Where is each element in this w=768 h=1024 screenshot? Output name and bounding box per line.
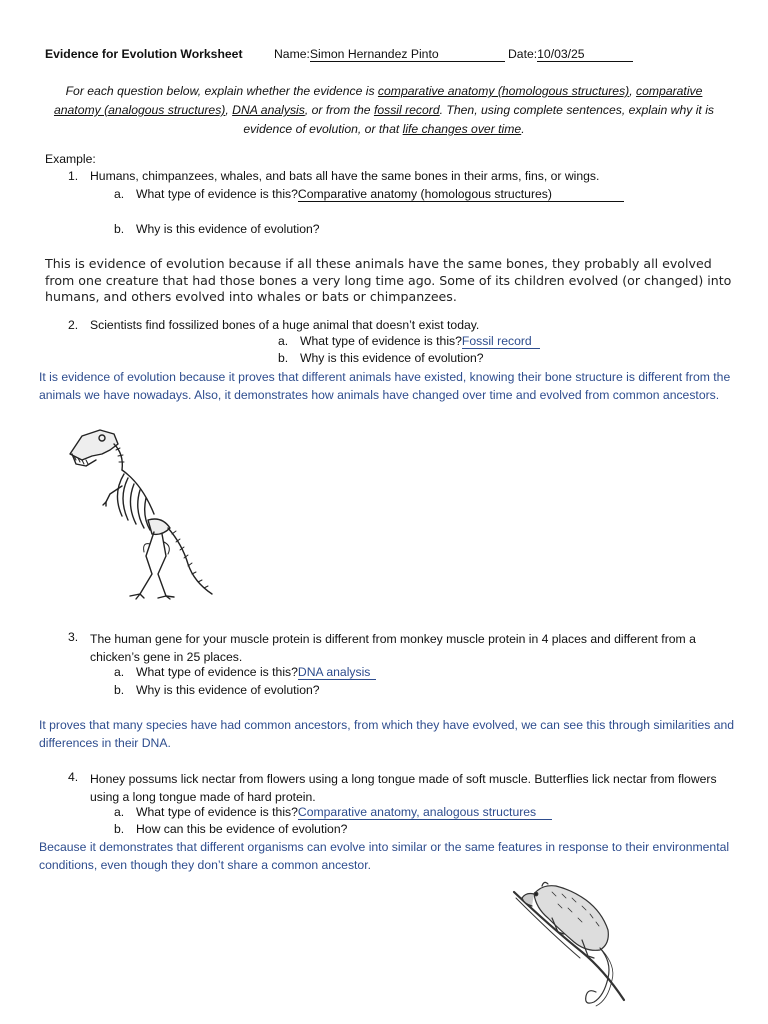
q3-answer: It proves that many species have had common ancestors, from which they have evolved, we can see this through similarities and differences in their DNA. [39,718,735,750]
q3-b-label: b. [114,683,125,697]
q4-answer: Because it demonstrates that different organisms can evolve into similar or the same features in response to their environmental conditions, even though they don’t share a common ancestor. [39,840,730,872]
date-value: 10/03/25 [537,47,633,62]
term-life-changes: life changes over time [402,122,522,136]
q2-b-label: b. [278,351,289,365]
q2-a-label: a. [278,334,289,348]
q3-question: The human gene for your muscle protein is different from monkey muscle protein in 4 places and different from a chicken’s gene in 25 places. [90,632,696,664]
term-homologous: comparative anatomy (homologous structures) [377,84,630,98]
q3-a: What type of evidence is this?DNA analysis [136,665,376,680]
name-field [274,47,505,62]
q2-answer: It is evidence of evolution because it proves that different animals have existed, knowing their bone structure is different from the animals we have nowadays. Also, it demonstrates how animals have changed over time and evolved from common ancestors. [39,370,731,402]
q1-a-answer: Comparative anatomy (homologous structures) [298,187,624,202]
q4-b: How can this be evidence of evolution? [136,822,348,836]
q4-number: 4. [68,770,79,784]
q3-number: 3. [68,630,79,644]
q1-answer: This is evidence of evolution because if all these animals have the same bones, they probably all evolved from one creature that had those bones a very long time ago. Some of its children evolved (or changed) into humans, and others evolved into whales or bats or chimpanzees. [45,256,732,304]
q3-a-answer: DNA analysis [298,665,376,680]
honey-possum-illustration [512,878,636,1012]
q1-b: Why is this evidence of evolution? [136,222,320,236]
q1-a: What type of evidence is this?Comparative anatomy (homologous structures) [136,187,624,202]
date-field [508,47,633,62]
instructions: For each question below, explain whether the evidence is comparative anatomy (homologous structures), comparative anatomy (analogous structures), DNA analysis, or from the fossil record. Then, using complete sentences, explain why it is evidence of evolution, or that life changes over time. [53,84,715,136]
q4-a: What type of evidence is this?Comparative anatomy, analogous structures [136,805,552,820]
q1-number: 1. [68,169,79,183]
date-label: Date: [508,47,538,61]
name-value: Simon Hernandez Pinto [310,47,505,62]
term-dna: DNA analysis [232,103,305,117]
q2-a: What type of evidence is this?Fossil record [300,334,540,349]
q4-b-label: b. [114,822,125,836]
q2-question: Scientists find fossilized bones of a huge animal that doesn’t exist today. [90,318,480,332]
q2-b: Why is this evidence of evolution? [300,351,484,365]
q3-a-label: a. [114,665,125,679]
example-label: Example: [45,152,96,166]
dinosaur-skeleton-illustration [62,424,224,600]
q3-b: Why is this evidence of evolution? [136,683,320,697]
q2-number: 2. [68,318,79,332]
worksheet-title: Evidence for Evolution Worksheet [45,47,243,61]
q4-question: Honey possums lick nectar from flowers using a long tongue made of soft muscle. Butterflies lick nectar from flowers using a long tongue made of hard protein. [90,772,717,804]
term-fossil: fossil record [373,103,440,117]
name-label: Name: [274,47,310,61]
q4-a-label: a. [114,805,125,819]
q1-b-label: b. [114,222,125,236]
q2-a-answer: Fossil record [462,334,540,349]
q4-a-answer: Comparative anatomy, analogous structures [298,805,552,820]
q1-question: Humans, chimpanzees, whales, and bats all have the same bones in their arms, fins, or wings. [90,169,600,183]
q1-a-label: a. [114,187,125,201]
term-analogous: comparative anatomy (analogous structures) [53,84,703,117]
